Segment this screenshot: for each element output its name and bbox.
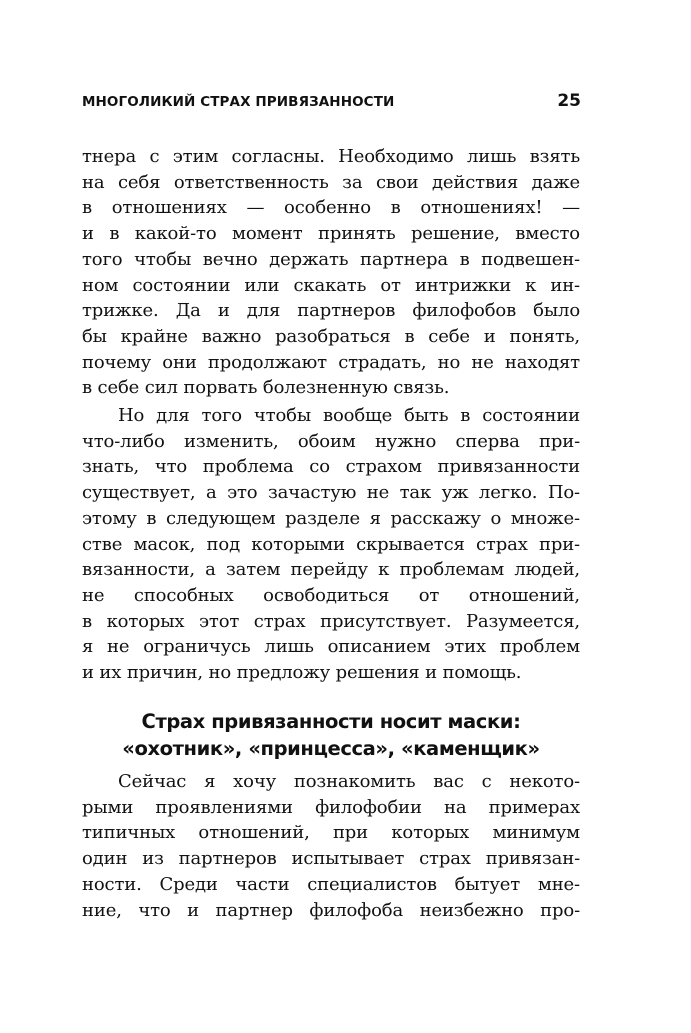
paragraph-line: в себе сил порвать болезненную связь. [82, 377, 450, 399]
paragraph-line: почему они продолжают страдать, но не находят [82, 351, 580, 373]
paragraph-line: бы крайне важно разобраться в себе и понять, [82, 325, 580, 347]
paragraph-line: знать, что проблема со страхом привязанности [82, 456, 580, 478]
section-heading-line-1: Страх привязанности носит маски: [141, 710, 521, 733]
paragraph-line: в которых этот страх присутствует. Разумеется, [82, 610, 580, 632]
paragraph-line: того чтобы вечно держать партнера в подвешен- [82, 248, 580, 270]
running-head-title: МНОГОЛИКИЙ СТРАХ ПРИВЯЗАННОСТИ [82, 94, 395, 110]
section-heading [82, 708, 580, 762]
paragraph-line: тнера с этим согласны. Необходимо лишь взять [82, 146, 580, 167]
paragraph-line: вязанности, а затем перейду к проблемам людей, [82, 559, 580, 581]
paragraph-line: трижке. Да и для партнеров филофобов было [82, 300, 580, 322]
paragraph-line: этому в следующем разделе я расскажу о множе- [82, 507, 580, 529]
paragraph-line: ности. Среди части специалистов бытует мне- [82, 873, 580, 895]
paragraph-line: ном состоянии или скакать от интрижки к ин- [82, 274, 580, 296]
paragraph-line: один из партнеров испытывает страх привязан- [82, 848, 580, 870]
paragraph-line: типичных отношений, при которых минимум [82, 822, 580, 844]
paragraph-line: стве масок, под которыми скрывается страх при- [82, 533, 580, 555]
paragraph-line: я не ограничусь лишь описанием этих проблем [82, 636, 580, 658]
paragraph-line: и в какой-то момент принять решение, вместо [82, 223, 580, 245]
paragraph-line: и их причин, но предложу решения и помощь. [82, 662, 522, 684]
section-heading-line-2: «охотник», «принцесса», «каменщик» [122, 737, 540, 760]
paragraph-line: существует, а это зачастую не так уж легко. По- [82, 482, 580, 504]
paragraph-1 [82, 144, 580, 401]
paragraph-2 [82, 403, 580, 686]
page-number: 25 [557, 91, 581, 111]
paragraph-line: ние, что и партнер филофоба неизбежно про- [82, 899, 580, 921]
paragraph-line: рыми проявлениями филофобии на примерах [82, 796, 580, 818]
paragraph-line: в отношениях — особенно в отношениях! — [82, 197, 580, 219]
paragraph-line: не способных освободиться от отношений, [82, 584, 580, 606]
paragraph-line: на себя ответственность за свои действия даже [82, 171, 580, 193]
paragraph-line: Сейчас я хочу познакомить вас с некото- [118, 771, 580, 792]
section-paragraph [82, 769, 580, 923]
paragraph-line: Но для того чтобы вообще быть в состоянии [118, 405, 580, 426]
paragraph-line: что-либо изменить, обоим нужно сперва при- [82, 430, 580, 452]
